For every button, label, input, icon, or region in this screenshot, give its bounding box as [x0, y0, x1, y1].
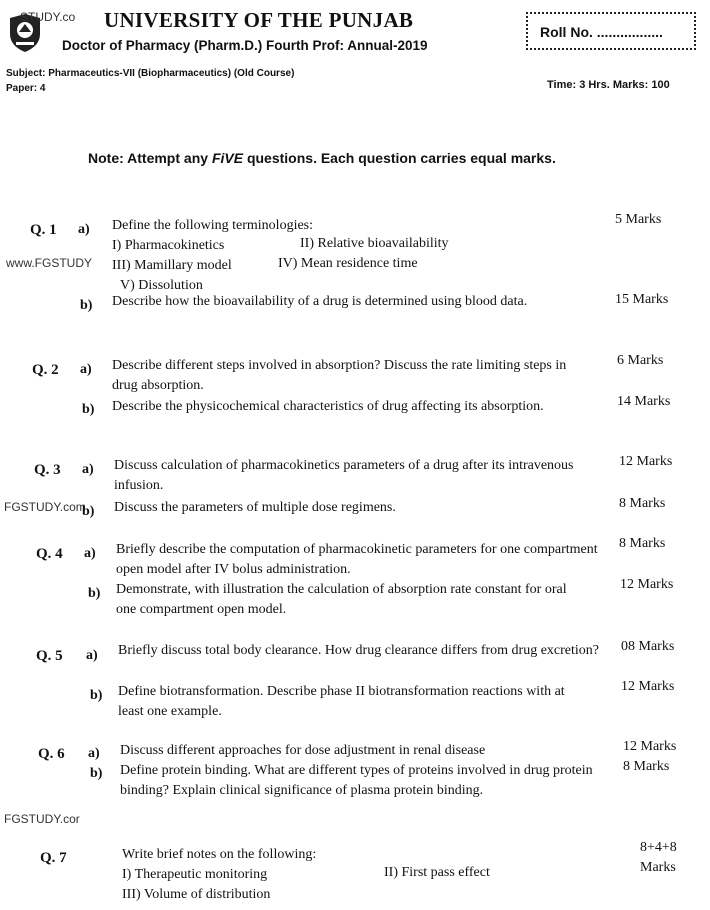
note-text-emphasis: FiVE — [211, 150, 244, 166]
question-4b-text: Demonstrate, with illustration the calculation of absorption rate constant for oral one compartment open model. — [116, 582, 567, 617]
question-1a-label: a) — [78, 222, 90, 237]
question-3a-label: a) — [82, 462, 94, 477]
question-2-number: Q. 2 — [32, 362, 59, 378]
watermark-mid-1: www.FGSTUDY — [6, 256, 93, 270]
question-3b-label: b) — [82, 504, 95, 519]
question-3a-text: Discuss calculation of pharmacokinetics parameters of a drug after its intravenous infusion. — [114, 458, 574, 493]
university-title: UNIVERSITY OF THE PUNJAB — [104, 8, 414, 32]
watermark-top: STUDY.co — [20, 10, 76, 24]
note-text-end: questions. Each question carries equal marks. — [243, 150, 556, 166]
question-3b-marks: 8 Marks — [619, 496, 666, 511]
question-4b-label: b) — [88, 586, 101, 601]
question-3b-text: Discuss the parameters of multiple dose regimens. — [114, 500, 396, 515]
question-6a-label: a) — [88, 746, 100, 761]
question-7-marks: 8+4+8 — [640, 840, 677, 855]
question-1-number: Q. 1 — [30, 222, 57, 238]
question-1a-item-ii: II) Relative bioavailability — [300, 236, 449, 251]
question-5a-text: Briefly discuss total body clearance. How drug clearance differs from drug excretion? — [118, 643, 599, 658]
question-4a-text: Briefly describe the computation of pharmacokinetic parameters for one compartment open model after IV bolus administration. — [116, 542, 598, 577]
question-5-number: Q. 5 — [36, 648, 63, 664]
subject-line: Subject: Pharmaceutics-VII (Biopharmaceutics) (Old Course) — [6, 68, 295, 79]
question-3-number: Q. 3 — [34, 462, 61, 478]
question-1a-item-i: I) Pharmacokinetics — [112, 238, 225, 253]
question-5b-text: Define biotransformation. Describe phase II biotransformation reactions with at least one example. — [118, 684, 565, 719]
watermark-mid-2: FGSTUDY.com — [4, 500, 86, 514]
degree-title: Doctor of Pharmacy (Pharm.D.) Fourth Prof: Annual-2019 — [62, 38, 428, 53]
question-1b-text: Describe how the bioavailability of a drug is determined using blood data. — [112, 294, 528, 309]
question-7-item-i: I) Therapeutic monitoring — [122, 867, 268, 882]
question-1a-text: Define the following terminologies: — [112, 218, 314, 233]
question-1a-item-iv: IV) Mean residence time — [278, 256, 418, 271]
question-5a-label: a) — [86, 648, 98, 663]
question-2b-text: Describe the physicochemical characteristics of drug affecting its absorption. — [112, 399, 544, 414]
roll-number-label: Roll No. ................. — [540, 24, 663, 40]
question-6b-marks: 8 Marks — [623, 759, 670, 774]
question-5b-label: b) — [90, 688, 103, 703]
question-7-marks-label: Marks — [640, 860, 676, 875]
question-6b-label: b) — [90, 766, 103, 781]
question-4-number: Q. 4 — [36, 546, 63, 562]
paper-line: Paper: 4 — [6, 83, 46, 94]
question-6a-text: Discuss different approaches for dose adjustment in renal disease — [120, 743, 486, 758]
question-2a-text: Describe different steps involved in absorption? Discuss the rate limiting steps in drug absorption. — [112, 358, 567, 393]
note-text-start: Note: Attempt any — [88, 150, 212, 166]
question-1b-marks: 15 Marks — [615, 292, 669, 307]
question-1a-item-v: V) Dissolution — [120, 278, 203, 293]
question-5b-marks: 12 Marks — [621, 679, 675, 694]
watermark-bottom: FGSTUDY.cor — [4, 812, 80, 826]
question-1a-item-iii: III) Mamillary model — [112, 258, 232, 273]
question-7-item-ii: II) First pass effect — [384, 865, 490, 880]
instructions-note — [88, 150, 556, 166]
time-marks: Time: 3 Hrs. Marks: 100 — [547, 79, 670, 91]
question-5a-marks: 08 Marks — [621, 639, 675, 654]
question-1b-label: b) — [80, 298, 93, 313]
question-3a-marks: 12 Marks — [619, 454, 673, 469]
question-1a-marks: 5 Marks — [615, 212, 662, 227]
question-6-number: Q. 6 — [38, 746, 65, 762]
question-4b-marks: 12 Marks — [620, 577, 674, 592]
question-4a-marks: 8 Marks — [619, 536, 666, 551]
question-7-item-iii: III) Volume of distribution — [122, 887, 271, 902]
question-2b-marks: 14 Marks — [617, 394, 671, 409]
question-6b-text: Define protein binding. What are different types of proteins involved in drug protein binding? Explain clinical significance of plasma protein binding. — [120, 763, 593, 798]
question-2a-label: a) — [80, 362, 92, 377]
question-4a-label: a) — [84, 546, 96, 561]
question-2a-marks: 6 Marks — [617, 353, 664, 368]
question-7-number: Q. 7 — [40, 850, 67, 866]
question-6a-marks: 12 Marks — [623, 739, 677, 754]
question-7-text: Write brief notes on the following: — [122, 847, 317, 862]
question-2b-label: b) — [82, 402, 95, 417]
